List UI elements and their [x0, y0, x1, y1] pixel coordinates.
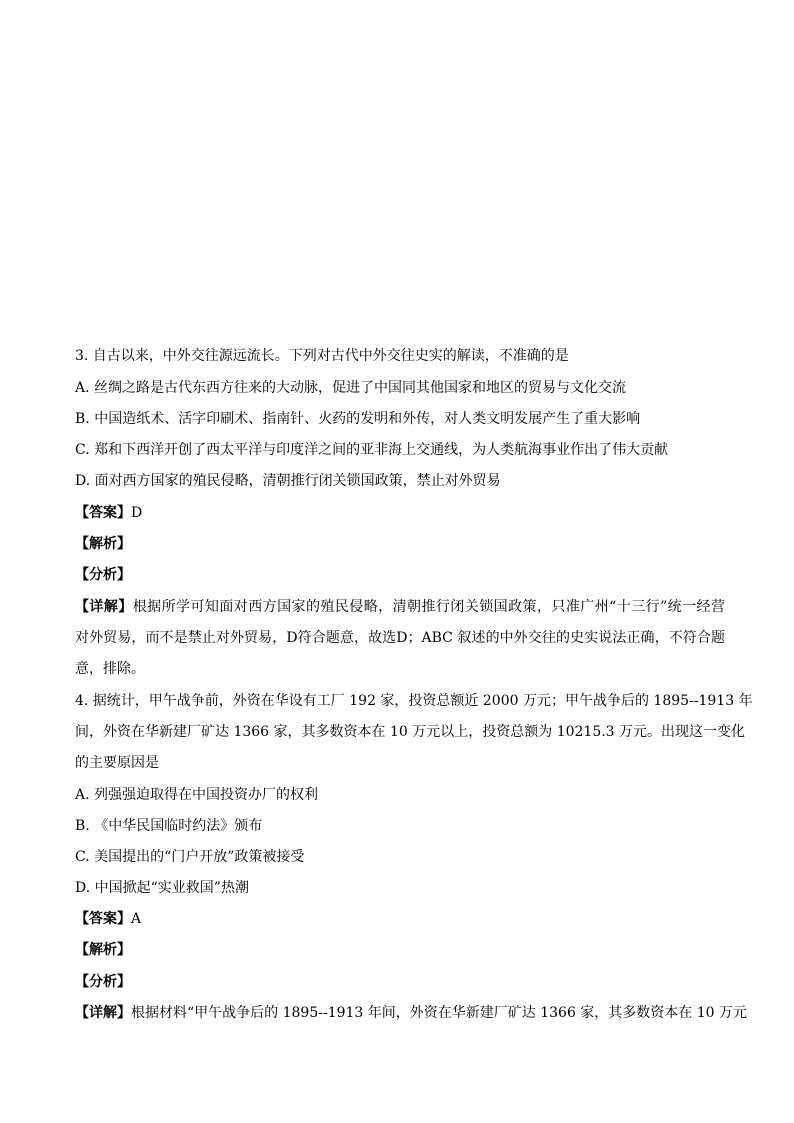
question-4-detail-line-1 — [75, 1003, 748, 1023]
question-4-stem-line-2: 间，外资在华新建厂矿达 1366 家，其多数资本在 10 万元以上，投资总额为 10215.3 万元。出现这一变化 — [75, 724, 746, 740]
question-3-analysis-tag: 【解析】 — [75, 536, 131, 552]
question-3-option-d: D. 面对西方国家的殖民侵略，清朝推行闭关锁国政策，禁止对外贸易 — [75, 473, 501, 489]
question-3-option-a: A. 丝绸之路是古代东西方往来的大动脉，促进了中国同其他国家和地区的贸易与文化交流 — [75, 380, 627, 396]
answer-value: D — [131, 505, 143, 521]
question-3-detail-line-3: 意，排除。 — [75, 661, 145, 677]
question-4-option-d: D. 中国掀起“实业救国”热潮 — [75, 880, 249, 896]
question-3-stem: 3. 自古以来，中外交往源远流长。下列对古代中外交往史实的解读，不准确的是 — [75, 348, 569, 364]
question-4-option-b: B. 《中华民国临时约法》颁布 — [75, 818, 263, 834]
question-4-option-c: C. 美国提出的“门户开放”政策被接受 — [75, 849, 305, 865]
question-4-stem-line-1: 4. 据统计，甲午战争前，外资在华设有工厂 192 家，投资总额近 2000 万元；甲午战争后的 1895--1913 年 — [75, 693, 753, 709]
answer-tag: 【答案】 — [75, 505, 131, 521]
detail-tag: 【详解】 — [75, 599, 133, 615]
question-4-analysis-tag: 【解析】 — [75, 942, 131, 958]
detail-text: 根据所学可知面对西方国家的殖民侵略，清朝推行闭关锁国政策，只准广州“十三行”统一经营 — [132, 599, 725, 615]
question-3-option-c: C. 郑和下西洋开创了西太平洋与印度洋之间的亚非海上交通线，为人类航海事业作出了伟大贡献 — [75, 442, 669, 458]
question-3-detail-line-2: 对外贸易，而不是禁止对外贸易，D符合题意，故选D；ABC 叙述的中外交往的史实说法正确，不符合题 — [75, 630, 725, 646]
question-3-fenxi-tag: 【分析】 — [75, 567, 131, 583]
question-3-option-b: B. 中国造纸术、活字印刷术、指南针、火药的发明和外传，对人类文明发展产生了重大影响 — [75, 411, 641, 427]
answer-value: A — [131, 911, 142, 927]
detail-text: 根据材料“甲午战争后的 1895--1913 年间，外资在华新建厂矿达 1366 家，其多数资本在 10 万元 — [131, 1005, 748, 1021]
question-4-fenxi-tag: 【分析】 — [75, 974, 131, 990]
question-4-option-a: A. 列强强迫取得在中国投资办厂的权利 — [75, 787, 319, 803]
question-4-stem-line-3: 的主要原因是 — [75, 755, 159, 771]
question-4-answer — [75, 909, 725, 929]
answer-tag: 【答案】 — [75, 911, 131, 927]
question-3-answer — [75, 503, 725, 523]
detail-tag: 【详解】 — [75, 1005, 131, 1021]
question-3-detail-line-1 — [75, 597, 725, 617]
